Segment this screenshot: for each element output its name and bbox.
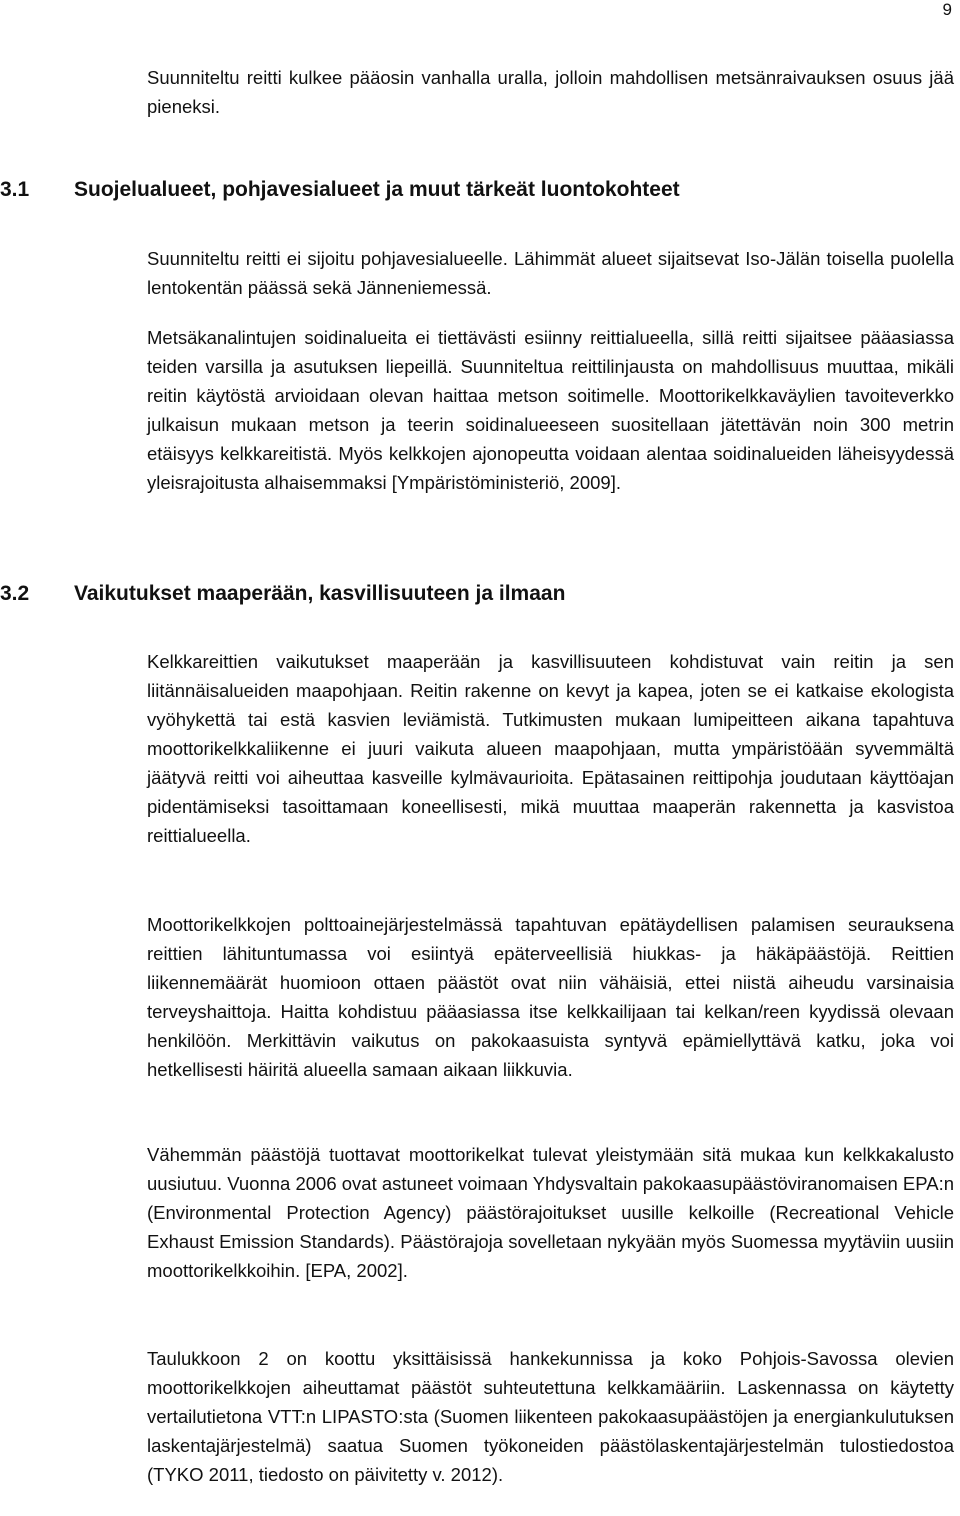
section-title: Vaikutukset maaperään, kasvillisuuteen ja ilmaan	[74, 582, 566, 605]
paragraph: Metsäkanalintujen soidinalueita ei tiettävästi esiinny reittialueella, sillä reitti sijaitsee pääasiassa teiden varsilla ja asutuksen liepeillä. Suunniteltua reittilinjausta on mahdollisuus muuttaa, mikäli reitin käytöstä arvioidaan olevan haittaa metson soitimelle. Moottorikelkkaväylien tavoiteverkko julkaisun mukaan metson ja teerin soidinalueeseen suositellaan jätettävän noin 300 metrin etäisyys kelkkareitistä. Myös kelkkojen ajonopeutta voidaan alentaa soidinalueiden läheisyydessä yleisrajoitusta alhaisemmaksi [Ympäristöministeriö, 2009].	[147, 327, 954, 493]
section-title: Suojelualueet, pohjavesialueet ja muut tärkeät luontokohteet	[74, 178, 680, 201]
page-number: 9	[942, 0, 952, 19]
paragraph: Vähemmän päästöjä tuottavat moottorikelkat tulevat yleistymään sitä mukaa kun kelkkakalusto uusiutuu. Vuonna 2006 ovat astuneet voimaan Yhdysvaltain pakokaasupäästöviranomaisen EPA:n (Environmental Protection Agency) päästörajoitukset uusille kelkoille (Recreational Vehicle Exhaust Emission Standards). Päästörajoja sovelletaan nykyään myös Suomessa myytäviin uusiin moottorikelkkoihin. [EPA, 2002].	[147, 1144, 955, 1281]
section-number: 3.1	[0, 178, 30, 201]
paragraph: Moottorikelkkojen polttoainejärjestelmässä tapahtuvan epätäydellisen palamisen seurauksena reittien lähituntumassa voi esiintyä epäterveellisiä hiukkas- ja häkäpäästöjä. Reittien liikennemäärät huomioon ottaen päästöt ovat niin vähäisiä, ettei niistä aiheudu varsinaisia terveyshaittoja. Haitta kohdistuu pääasiassa itse kelkkailijaan tai kelkan/reen kyydissä olevaan henkilöön. Merkittävin vaikutus on pakokaasuista syntyvä epämiellyttävä katku, joka voi hetkellisesti häiritä alueella samaan aikaan liikkuvia.	[147, 914, 954, 1080]
section-number: 3.2	[0, 582, 30, 605]
paragraph: Kelkkareittien vaikutukset maaperään ja kasvillisuuteen kohdistuvat vain reitin ja sen liitännäisalueiden maapohjaan. Reitin rakenne on kevyt ja kapea, joten se ei katkaise ekologista vyöhykettä tai estä kasvien leviämistä. Tutkimusten mukaan lumipeitteen aikana tapahtuva moottorikelkkaliikenne ei juuri vaikuta alueen maapohjaan, mutta ympäristöään syvemmältä jäätyvä reitti voi aiheuttaa kasveille kylmävaurioita. Epätasainen reittipohja joudutaan käyttöajan pidentämiseksi tasoittamaan koneellisesti, mikä muuttaa maaperän rakennetta ja kasvistoa reittialueella.	[147, 651, 954, 846]
intro-paragraph: Suunniteltu reitti kulkee pääosin vanhalla uralla, jolloin mahdollisen metsänraivauksen osuus jää pieneksi.	[147, 67, 954, 117]
paragraph: Suunniteltu reitti ei sijoitu pohjavesialueelle. Lähimmät alueet sijaitsevat Iso-Jälän toisella puolella lentokentän päässä sekä Jänneniemessä.	[147, 248, 954, 298]
paragraph: Taulukkoon 2 on koottu yksittäisissä hankekunnissa ja koko Pohjois-Savossa olevien moottorikelkkojen aiheuttamat päästöt suhteutettuna kelkkamääriin. Laskennassa on käytetty vertailutietona VTT:n LIPASTO:sta (Suomen liikenteen pakokaasupäästöjen ja energiankulutuksen laskentajärjestelmä) saatua Suomen työkoneiden päästölaskentajärjestelmän tulostiedostoa (TYKO 2011, tiedosto on päivitetty v. 2012).	[147, 1348, 954, 1485]
